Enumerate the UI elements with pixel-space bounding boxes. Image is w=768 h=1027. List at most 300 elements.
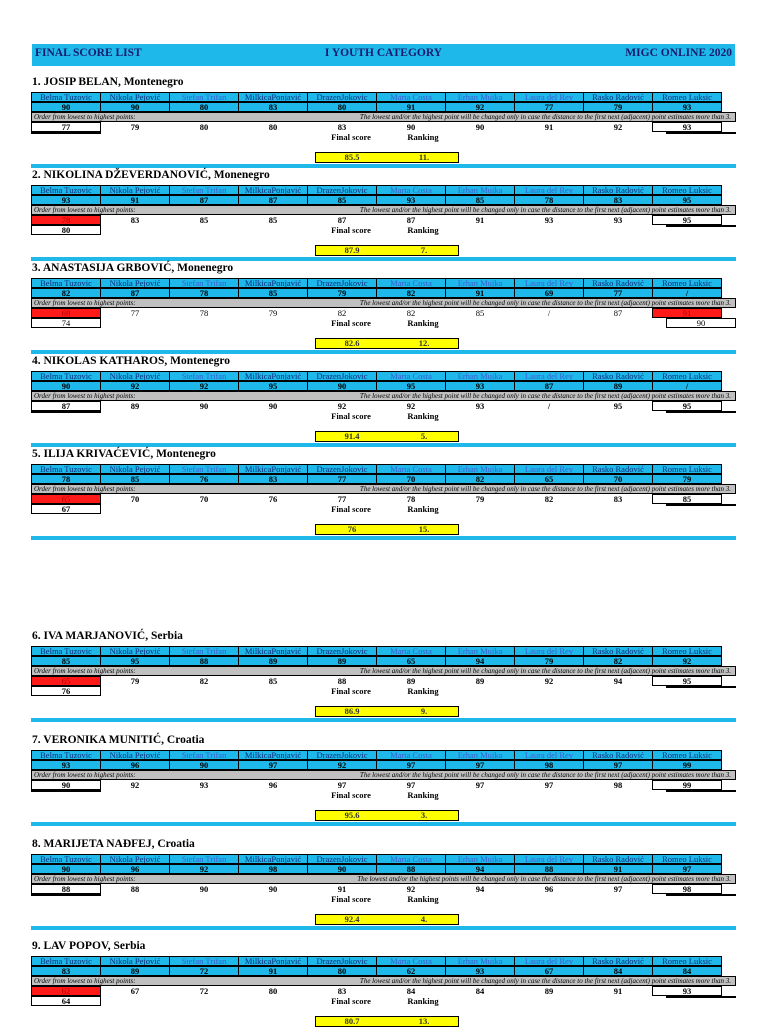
adjusted-low-score: 67 <box>31 504 101 514</box>
ordered-score-row <box>31 308 736 318</box>
judge-score: 77 <box>583 288 653 298</box>
judge-score: 85 <box>100 474 170 484</box>
judge-name: DrazenJokovic <box>307 956 377 966</box>
judge-score: 70 <box>376 474 446 484</box>
judge-row <box>31 278 736 288</box>
judge-name: DrazenJokovic <box>307 371 377 381</box>
judge-score: 92 <box>307 760 377 770</box>
judge-score: 90 <box>307 381 377 391</box>
order-label: Order from lowest to highest points: <box>34 977 136 985</box>
judge-score: 92 <box>169 864 239 874</box>
judge-name: Laura del Rey <box>514 371 584 381</box>
judge-name: Belma Tuzovic <box>31 464 101 474</box>
ordered-score: 82 <box>544 494 554 504</box>
judge-name: DrazenJokovic <box>307 854 377 864</box>
contestant-name: 1. JOSIP BELAN, Montenegro <box>32 76 184 88</box>
order-label: Order from lowest to highest points: <box>34 667 136 675</box>
final-score-value: 80.7 <box>344 1016 360 1026</box>
ordered-score: 82 <box>406 308 416 318</box>
judge-name: Romeo Luksic <box>652 185 722 195</box>
adjusted-high-score <box>666 132 736 134</box>
judge-score: 91 <box>445 288 515 298</box>
contestant-block <box>31 447 736 534</box>
ordered-score: 92 <box>544 676 554 686</box>
judge-score: 79 <box>652 474 722 484</box>
final-score-label: Final score <box>331 318 371 328</box>
judge-score: 88 <box>514 864 584 874</box>
ordered-score: 90 <box>199 401 209 411</box>
judge-score: 95 <box>652 195 722 205</box>
ordered-score: 65 <box>31 494 101 504</box>
judge-score: 80 <box>307 966 377 976</box>
judge-score: 90 <box>169 760 239 770</box>
ordered-score: 77 <box>337 494 347 504</box>
judge-name: Rasko Radović <box>583 750 653 760</box>
rule-note: The lowest and/or the highest points will be changed only in case the distance to the first next (adjacent) point estimates more than 3. <box>357 875 731 883</box>
order-note-row <box>31 770 736 780</box>
final-labels-row <box>31 996 736 1006</box>
judge-score: 97 <box>445 760 515 770</box>
ordered-score: 85 <box>199 215 209 225</box>
score-row <box>31 102 736 112</box>
judge-name: Marta Costa <box>376 185 446 195</box>
judge-name: Erhan Mujka <box>445 750 515 760</box>
section-separator <box>31 822 736 826</box>
ranking-value: 4. <box>420 914 428 924</box>
judge-name: Romeo Luksic <box>652 464 722 474</box>
judge-score: 93 <box>445 381 515 391</box>
judge-score: 72 <box>169 966 239 976</box>
judge-name: DrazenJokovic <box>307 464 377 474</box>
final-score-value: 85.5 <box>344 152 360 162</box>
ordered-score: 87 <box>406 215 416 225</box>
ordered-score: 88 <box>130 884 140 894</box>
judge-name: Stefan Trifan <box>169 854 239 864</box>
order-note-row <box>31 976 736 986</box>
judge-score: 70 <box>583 474 653 484</box>
rule-note: The lowest and/or the highest point will be changed only in case the distance to the first next (adjacent) point estimates more than 3. <box>359 113 731 121</box>
ordered-score: 78 <box>199 308 209 318</box>
judge-name: Rasko Radović <box>583 278 653 288</box>
judge-score: 78 <box>514 195 584 205</box>
score-row <box>31 966 736 976</box>
judge-row <box>31 956 736 966</box>
judge-name: Nikola Pejović <box>100 956 170 966</box>
judge-name: Erhan Mujka <box>445 854 515 864</box>
judge-name: Romeo Luksic <box>652 750 722 760</box>
judge-score: 82 <box>583 656 653 666</box>
judge-name: MilkicaPonjavić <box>238 185 308 195</box>
judge-score: 83 <box>238 102 308 112</box>
order-note-row <box>31 874 736 884</box>
adjusted-high-score <box>666 790 736 792</box>
judge-score: 91 <box>238 966 308 976</box>
judge-name: Nikola Pejović <box>100 646 170 656</box>
judge-name: Romeo Luksic <box>652 371 722 381</box>
ordered-score-row <box>31 122 736 132</box>
judge-name: DrazenJokovic <box>307 750 377 760</box>
contestant-block <box>31 939 736 1026</box>
contestant-block <box>31 75 736 162</box>
adjusted-high-score <box>666 996 736 998</box>
ordered-score: 83 <box>130 215 140 225</box>
ordered-score: 79 <box>130 676 140 686</box>
judge-score: 93 <box>445 966 515 976</box>
ordered-score: 97 <box>337 780 347 790</box>
judge-name: Belma Tuzovic <box>31 185 101 195</box>
ordered-score: 97 <box>406 780 416 790</box>
score-row <box>31 288 736 298</box>
ordered-score: 80 <box>199 122 209 132</box>
judge-score: 90 <box>31 102 101 112</box>
judge-score: 90 <box>307 864 377 874</box>
judge-name: Rasko Radović <box>583 956 653 966</box>
ordered-score: 91 <box>337 884 347 894</box>
judge-score: 67 <box>514 966 584 976</box>
ranking-value: 12. <box>418 338 430 348</box>
judge-name: Rasko Radović <box>583 185 653 195</box>
judge-name: Laura del Rey <box>514 92 584 102</box>
judge-score: 95 <box>100 656 170 666</box>
judge-row <box>31 92 736 102</box>
ranking-label: Ranking <box>407 225 439 235</box>
ordered-score: 69 <box>31 308 101 318</box>
judge-name: Nikola Pejović <box>100 278 170 288</box>
judge-name: Erhan Mujka <box>445 371 515 381</box>
ordered-score: 78 <box>406 494 416 504</box>
judge-row <box>31 185 736 195</box>
ordered-score: 82 <box>337 308 347 318</box>
judge-score: 89 <box>307 656 377 666</box>
judge-name: Marta Costa <box>376 750 446 760</box>
contestant-block <box>31 837 736 924</box>
ordered-score: 91 <box>613 986 623 996</box>
judge-row <box>31 371 736 381</box>
ordered-score: 83 <box>613 494 623 504</box>
judge-score: 91 <box>583 864 653 874</box>
judge-score: 78 <box>31 474 101 484</box>
judge-score: 91 <box>100 195 170 205</box>
judge-score: 97 <box>652 864 722 874</box>
ordered-score: 93 <box>544 215 554 225</box>
judge-name: Romeo Luksic <box>652 646 722 656</box>
adjusted-high-score <box>666 894 736 896</box>
ordered-score: 92 <box>130 780 140 790</box>
judge-score: 92 <box>445 102 515 112</box>
final-labels-row <box>31 411 736 421</box>
judge-name: Rasko Radović <box>583 854 653 864</box>
ordered-score-row <box>31 986 736 996</box>
judge-name: Romeo Luksic <box>652 854 722 864</box>
ordered-score: 93 <box>652 986 722 996</box>
judge-row <box>31 464 736 474</box>
judge-name: Nikola Pejović <box>100 185 170 195</box>
ordered-score: 85 <box>652 494 722 504</box>
ordered-score: 67 <box>130 986 140 996</box>
judge-score: 94 <box>445 864 515 874</box>
final-labels-row <box>31 132 736 142</box>
adjusted-low-score: 74 <box>31 318 101 328</box>
contestant-name: 3. ANASTASIJA GRBOVIĆ, Monenegro <box>32 262 234 274</box>
judge-score: 85 <box>31 656 101 666</box>
ordered-score: 98 <box>613 780 623 790</box>
judge-row <box>31 854 736 864</box>
score-list-header <box>32 44 735 66</box>
ranking-value: 5. <box>420 431 428 441</box>
judge-name: Romeo Luksic <box>652 278 722 288</box>
ordered-score: 89 <box>406 676 416 686</box>
ordered-score: 77 <box>130 308 140 318</box>
judge-score: 87 <box>169 195 239 205</box>
final-score-value: 76 <box>347 524 357 534</box>
rule-note: The lowest and/or the highest point will be changed only in case the distance to the first next (adjacent) point estimates more than 3. <box>359 485 731 493</box>
judge-name: DrazenJokovic <box>307 278 377 288</box>
ordered-score: 78 <box>31 215 101 225</box>
judge-name: Rasko Radović <box>583 646 653 656</box>
order-label: Order from lowest to highest points: <box>34 299 136 307</box>
contestant-name: 5. ILIJA KRIVAĆEVIĆ, Montenegro <box>32 448 216 460</box>
judge-name: Erhan Mujka <box>445 956 515 966</box>
judge-name: Stefan Trifan <box>169 278 239 288</box>
ordered-score: 93 <box>199 780 209 790</box>
ordered-score: 95 <box>652 215 722 225</box>
ordered-score: 97 <box>613 884 623 894</box>
adjusted-low-score: 80 <box>31 225 101 235</box>
judge-name: Marta Costa <box>376 92 446 102</box>
rule-note: The lowest and/or the highest point will be changed only in case the distance to the first next (adjacent) point estimates more than 3. <box>359 771 731 779</box>
ordered-score: 94 <box>613 676 623 686</box>
judge-score: 95 <box>376 381 446 391</box>
judge-score: 85 <box>445 195 515 205</box>
judge-name: Erhan Mujka <box>445 185 515 195</box>
ranking-label: Ranking <box>407 790 439 800</box>
ordered-score: / <box>547 308 551 318</box>
judge-score: 88 <box>169 656 239 666</box>
ordered-score: 98 <box>652 884 722 894</box>
judge-name: Stefan Trifan <box>169 464 239 474</box>
score-row <box>31 195 736 205</box>
ranking-value: 7. <box>420 245 428 255</box>
ordered-score-row <box>31 215 736 225</box>
judge-score: 83 <box>238 474 308 484</box>
judge-name: Erhan Mujka <box>445 646 515 656</box>
judge-name: Rasko Radović <box>583 464 653 474</box>
ordered-score: 82 <box>199 676 209 686</box>
ranking-value: 3. <box>420 810 428 820</box>
final-result-box <box>315 431 459 442</box>
judge-score: 79 <box>307 288 377 298</box>
ranking-value: 13. <box>418 1016 430 1026</box>
ordered-score: 70 <box>130 494 140 504</box>
judge-score: 89 <box>238 656 308 666</box>
ordered-score: 79 <box>475 494 485 504</box>
ordered-score: 97 <box>544 780 554 790</box>
ordered-score: 93 <box>475 401 485 411</box>
judge-name: Stefan Trifan <box>169 750 239 760</box>
ordered-score: 94 <box>475 884 485 894</box>
final-score-value: 92.4 <box>344 914 360 924</box>
contestant-block <box>31 629 736 716</box>
ordered-score: 87 <box>31 401 101 411</box>
contestant-name: 4. NIKOLAS KATHAROS, Montenegro <box>32 355 230 367</box>
section-separator <box>31 536 736 540</box>
ordered-score: 96 <box>268 780 278 790</box>
ordered-score: 96 <box>544 884 554 894</box>
judge-score: 99 <box>652 760 722 770</box>
final-score-value: 95.6 <box>344 810 360 820</box>
order-note-row <box>31 112 736 122</box>
judge-score: 65 <box>514 474 584 484</box>
final-result-box <box>315 706 459 717</box>
ordered-score: 90 <box>268 884 278 894</box>
judge-name: Belma Tuzovic <box>31 956 101 966</box>
ordered-score: 88 <box>31 884 101 894</box>
judge-score: 89 <box>100 966 170 976</box>
ordered-score: 87 <box>613 308 623 318</box>
ordered-score: 92 <box>337 401 347 411</box>
judge-score: 83 <box>583 195 653 205</box>
ordered-score-row <box>31 884 736 894</box>
adjusted-low-score <box>31 132 101 134</box>
judge-name: Belma Tuzovic <box>31 750 101 760</box>
judge-name: Marta Costa <box>376 278 446 288</box>
judge-score: 87 <box>238 195 308 205</box>
judge-name: Romeo Luksic <box>652 956 722 966</box>
judge-score: 84 <box>583 966 653 976</box>
ordered-score: 92 <box>613 122 623 132</box>
ordered-score: 90 <box>199 884 209 894</box>
final-score-label: Final score <box>331 686 371 696</box>
final-score-label: Final score <box>331 996 371 1006</box>
judge-score: 69 <box>514 288 584 298</box>
ordered-score: 79 <box>268 308 278 318</box>
judge-score: 92 <box>652 656 722 666</box>
list-title: FINAL SCORE LIST <box>35 47 142 59</box>
judge-name: Stefan Trifan <box>169 92 239 102</box>
adjusted-low-score <box>31 790 101 792</box>
ordered-score: 90 <box>406 122 416 132</box>
ordered-score: 89 <box>475 676 485 686</box>
contestant-block <box>31 733 736 820</box>
ordered-score: 77 <box>31 122 101 132</box>
judge-score: 76 <box>169 474 239 484</box>
ordered-score: 80 <box>268 122 278 132</box>
order-note-row <box>31 484 736 494</box>
judge-score: 95 <box>238 381 308 391</box>
final-result-box <box>315 338 459 349</box>
adjusted-high-score <box>666 411 736 413</box>
final-score-label: Final score <box>331 790 371 800</box>
judge-name: MilkicaPonjavić <box>238 956 308 966</box>
judge-score: 93 <box>652 102 722 112</box>
score-row <box>31 381 736 391</box>
adjusted-high-score <box>666 504 736 506</box>
judge-score: 85 <box>307 195 377 205</box>
judge-name: Stefan Trifan <box>169 185 239 195</box>
judge-name: Nikola Pejović <box>100 854 170 864</box>
ranking-value: 11. <box>418 152 430 162</box>
ranking-label: Ranking <box>407 411 439 421</box>
final-result-box <box>315 524 459 535</box>
ordered-score: 90 <box>475 122 485 132</box>
order-note-row <box>31 391 736 401</box>
adjusted-high-score <box>666 686 736 688</box>
judge-name: DrazenJokovic <box>307 185 377 195</box>
judge-score: 93 <box>31 760 101 770</box>
ordered-score: 84 <box>406 986 416 996</box>
judge-name: MilkicaPonjavić <box>238 646 308 656</box>
judge-score: 93 <box>31 195 101 205</box>
judge-score: 65 <box>376 656 446 666</box>
ordered-score: 62 <box>31 986 101 996</box>
final-labels-row <box>31 225 736 235</box>
judge-name: Laura del Rey <box>514 278 584 288</box>
final-score-label: Final score <box>331 225 371 235</box>
judge-name: Marta Costa <box>376 956 446 966</box>
ordered-score-row <box>31 401 736 411</box>
final-result-box <box>315 152 459 163</box>
category-title: I YOUTH CATEGORY <box>324 47 443 59</box>
judge-score: 82 <box>445 474 515 484</box>
ordered-score: 91 <box>652 308 722 318</box>
ordered-score: 89 <box>544 986 554 996</box>
judge-score: 87 <box>100 288 170 298</box>
final-labels-row <box>31 790 736 800</box>
judge-name: Laura del Rey <box>514 646 584 656</box>
judge-score: 82 <box>31 288 101 298</box>
final-result-box <box>315 1016 459 1027</box>
order-label: Order from lowest to highest points: <box>34 875 136 883</box>
adjusted-low-score <box>31 411 101 413</box>
judge-score: 97 <box>238 760 308 770</box>
score-row <box>31 474 736 484</box>
final-score-value: 87.9 <box>344 245 360 255</box>
ordered-score: 70 <box>199 494 209 504</box>
judge-score: 90 <box>100 102 170 112</box>
judge-score: 94 <box>445 656 515 666</box>
ordered-score: 95 <box>652 676 722 686</box>
judge-name: Laura del Rey <box>514 956 584 966</box>
final-score-label: Final score <box>331 411 371 421</box>
judge-name: Nikola Pejović <box>100 92 170 102</box>
judge-name: Marta Costa <box>376 646 446 656</box>
final-score-value: 82.6 <box>344 338 360 348</box>
judge-name: Rasko Radović <box>583 371 653 381</box>
contestant-name: 7. VERONIKA MUNITIĆ, Croatia <box>32 734 205 746</box>
judge-name: Stefan Trifan <box>169 646 239 656</box>
event-title: MIGC ONLINE 2020 <box>625 47 732 59</box>
final-labels-row <box>31 318 736 328</box>
ordered-score: 95 <box>652 401 722 411</box>
judge-score: 80 <box>169 102 239 112</box>
judge-name: MilkicaPonjavić <box>238 92 308 102</box>
judge-score: 80 <box>307 102 377 112</box>
judge-score: 77 <box>307 474 377 484</box>
judge-row <box>31 646 736 656</box>
rule-note: The lowest and/or the highest point will be changed only in case the distance to the first next (adjacent) point estimates more than 3. <box>359 206 731 214</box>
score-row <box>31 760 736 770</box>
ordered-score-row <box>31 494 736 504</box>
judge-score: 87 <box>514 381 584 391</box>
order-label: Order from lowest to highest points: <box>34 771 136 779</box>
judge-score: 98 <box>514 760 584 770</box>
rule-note: The lowest and/or the highest point will be changed only in case the distance to the first next (adjacent) point estimates more than 3. <box>359 392 731 400</box>
contestant-block <box>31 354 736 441</box>
ordered-score: 92 <box>406 884 416 894</box>
ranking-value: 15. <box>418 524 430 534</box>
ranking-label: Ranking <box>407 318 439 328</box>
ranking-label: Ranking <box>407 996 439 1006</box>
